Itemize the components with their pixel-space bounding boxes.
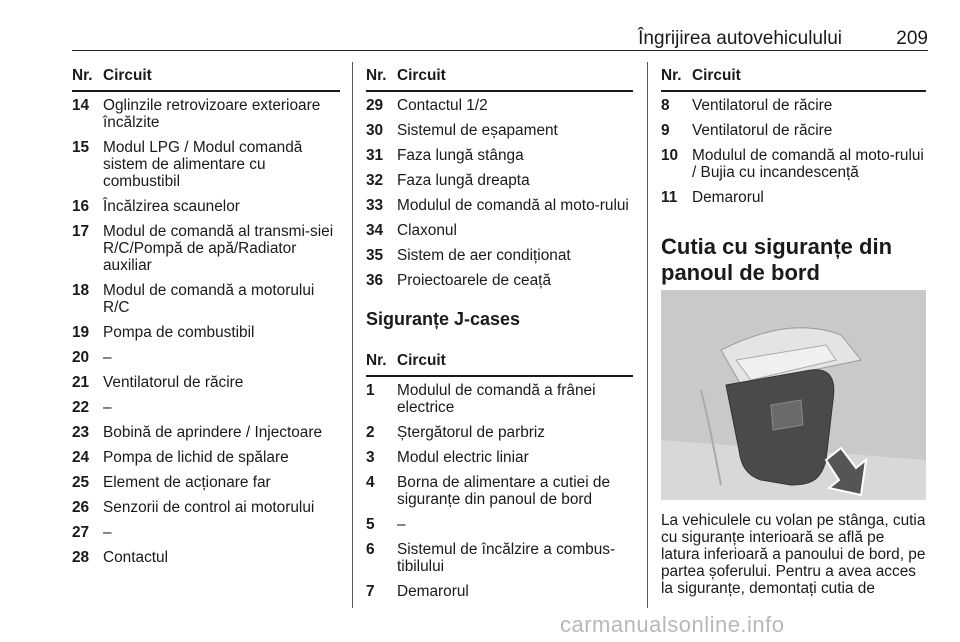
circuit-name: Proiectoarele de ceață	[397, 272, 552, 289]
fuse-number: 34	[366, 222, 384, 239]
fuse-number: 19	[72, 324, 90, 341]
table-row	[366, 147, 633, 164]
section-title-panel: Cutia cu siguranțe din panoul de bord	[661, 234, 893, 285]
circuit-name: Demarorul	[397, 583, 469, 600]
circuit-name: Element de acționare far	[103, 474, 271, 491]
fuse-box-photo	[661, 290, 926, 500]
fuse-number: 4	[366, 474, 375, 491]
table-row	[72, 349, 340, 366]
table-row	[72, 198, 340, 215]
table-row	[366, 424, 633, 441]
table-body	[72, 97, 340, 566]
table-row	[661, 147, 926, 181]
table-header	[366, 64, 633, 92]
circuit-name: Faza lungă dreapta	[397, 172, 530, 189]
fuse-number: 9	[661, 122, 670, 139]
table-body	[661, 97, 926, 206]
table-row	[661, 189, 926, 206]
circuit-name: Pompa de lichid de spălare	[103, 449, 289, 466]
table-row	[72, 324, 340, 341]
table-row	[661, 122, 926, 139]
nr-header: Nr.	[366, 352, 387, 369]
table-row	[72, 524, 340, 541]
nr-header: Nr.	[366, 67, 387, 84]
fuse-number: 7	[366, 583, 375, 600]
fuse-number: 18	[72, 282, 90, 299]
circuit-name: –	[103, 399, 112, 416]
fuse-number: 32	[366, 172, 384, 189]
circuit-header: Circuit	[397, 67, 446, 84]
watermark: carmanualsonline.info	[560, 612, 785, 637]
table-row	[366, 583, 633, 600]
circuit-name: –	[103, 349, 112, 366]
fuse-number: 22	[72, 399, 90, 416]
circuit-name: Modulul de comandă a frânei electrice	[397, 382, 596, 416]
circuit-name: Bobină de aprindere / Injectoare	[103, 424, 323, 441]
table-row	[366, 382, 633, 416]
fuse-number: 14	[72, 97, 90, 114]
table-row	[366, 541, 633, 575]
fuse-number: 20	[72, 349, 90, 366]
table-row	[366, 197, 633, 214]
circuit-name: Borna de alimentare a cutiei de siguranțe din panoul de bord	[397, 474, 611, 508]
circuit-name: Sistemul de încălzire a combus-tibilului	[397, 541, 616, 575]
fuse-number: 11	[661, 189, 678, 206]
table-row	[366, 474, 633, 508]
table-header	[661, 64, 926, 92]
table-row	[72, 449, 340, 466]
circuit-header: Circuit	[397, 352, 446, 369]
fuse-number: 30	[366, 122, 384, 139]
circuit-name: Demarorul	[692, 189, 764, 206]
circuit-name: Modul electric liniar	[397, 449, 529, 466]
page-header	[72, 28, 928, 51]
circuit-name: Modul LPG / Modul comandă sistem de alimentare cu combustibil	[103, 139, 303, 190]
fuse-number: 26	[72, 499, 90, 516]
fuse-table-column-3	[661, 64, 926, 304]
circuit-name: Încălzirea scaunelor	[103, 198, 240, 215]
fuse-number: 17	[72, 223, 90, 240]
nr-header: Nr.	[72, 67, 93, 84]
table-row	[366, 97, 633, 114]
table-row	[72, 399, 340, 416]
table-body	[366, 97, 633, 289]
column-divider	[352, 62, 353, 608]
circuit-name: Faza lungă stânga	[397, 147, 524, 164]
table-row	[366, 272, 633, 289]
circuit-name: Senzorii de control ai motorului	[103, 499, 315, 516]
circuit-name: Sistemul de eșapament	[397, 122, 558, 139]
table-body	[366, 382, 633, 600]
circuit-name: Ventilatorul de răcire	[103, 374, 244, 391]
circuit-name: Sistem de aer condiționat	[397, 247, 571, 264]
table-row	[366, 247, 633, 264]
circuit-header: Circuit	[103, 67, 152, 84]
circuit-name: Ventilatorul de răcire	[692, 122, 833, 139]
chapter-title: Îngrijirea autovehiculului	[638, 28, 842, 49]
fuse-table-column-1	[72, 64, 340, 574]
circuit-header: Circuit	[692, 67, 741, 84]
circuit-name: Claxonul	[397, 222, 457, 239]
table-row	[72, 499, 340, 516]
table-header	[72, 64, 340, 92]
circuit-name: Pompa de combustibil	[103, 324, 255, 341]
table-row	[72, 223, 340, 274]
circuit-name: Ventilatorul de răcire	[692, 97, 833, 114]
table-row	[72, 139, 340, 190]
table-row	[661, 97, 926, 114]
circuit-name: Contactul 1/2	[397, 97, 488, 114]
circuit-name: Oglinzile retrovizoare exterioare încălzite	[103, 97, 321, 131]
table-row	[366, 449, 633, 466]
fuse-number: 36	[366, 272, 384, 289]
fuse-number: 6	[366, 541, 375, 558]
table-row	[72, 474, 340, 491]
fuse-number: 28	[72, 549, 90, 566]
table-row	[366, 122, 633, 139]
fuse-number: 24	[72, 449, 90, 466]
fuse-number: 16	[72, 198, 90, 215]
fuse-number: 3	[366, 449, 375, 466]
fuse-box-illustration	[661, 290, 926, 500]
fuse-number: 21	[72, 374, 90, 391]
table-row	[72, 282, 340, 316]
table-row	[72, 97, 340, 131]
table-row	[366, 222, 633, 239]
circuit-name: Modulul de comandă al moto-rului / Bujia cu incandescență	[692, 147, 924, 181]
table-row	[72, 374, 340, 391]
fuse-number: 10	[661, 147, 679, 164]
fuse-number: 8	[661, 97, 670, 114]
circuit-name: –	[103, 524, 112, 541]
circuit-name: Modul de comandă al transmi-siei R/C/Pompă de apă/Radiator auxiliar	[103, 223, 334, 274]
fuse-table-column-2	[366, 64, 633, 608]
column-divider	[647, 62, 648, 608]
fuse-number: 5	[366, 516, 375, 533]
fuse-number: 31	[366, 147, 384, 164]
circuit-name: –	[397, 516, 406, 533]
circuit-name: Ștergătorul de parbriz	[397, 424, 545, 441]
fuse-number: 33	[366, 197, 384, 214]
fuse-number: 29	[366, 97, 384, 114]
nr-header: Nr.	[661, 67, 682, 84]
fuse-number: 1	[366, 382, 375, 399]
table-row	[72, 424, 340, 441]
section-title-jcases: Siguranțe J-cases	[366, 309, 521, 329]
circuit-name: Modulul de comandă al moto-rului	[397, 197, 629, 214]
table-header	[366, 349, 633, 377]
fuse-number: 15	[72, 139, 90, 156]
circuit-name: Contactul	[103, 549, 169, 566]
page-number: 209	[896, 28, 928, 49]
circuit-name: Modul de comandă a motorului R/C	[103, 282, 315, 316]
body-paragraph: La vehiculele cu volan pe stânga, cutia cu siguranțe interioară se află pe latura inferioară a panoului de bord, pe partea șoferului. Pentru a avea acces la siguranțe, demontați cutia de	[661, 512, 926, 597]
fuse-number: 23	[72, 424, 90, 441]
table-row	[72, 549, 340, 566]
fuse-number: 2	[366, 424, 375, 441]
table-row	[366, 516, 633, 533]
fuse-number: 27	[72, 524, 90, 541]
fuse-number: 35	[366, 247, 384, 264]
table-row	[366, 172, 633, 189]
fuse-number: 25	[72, 474, 90, 491]
